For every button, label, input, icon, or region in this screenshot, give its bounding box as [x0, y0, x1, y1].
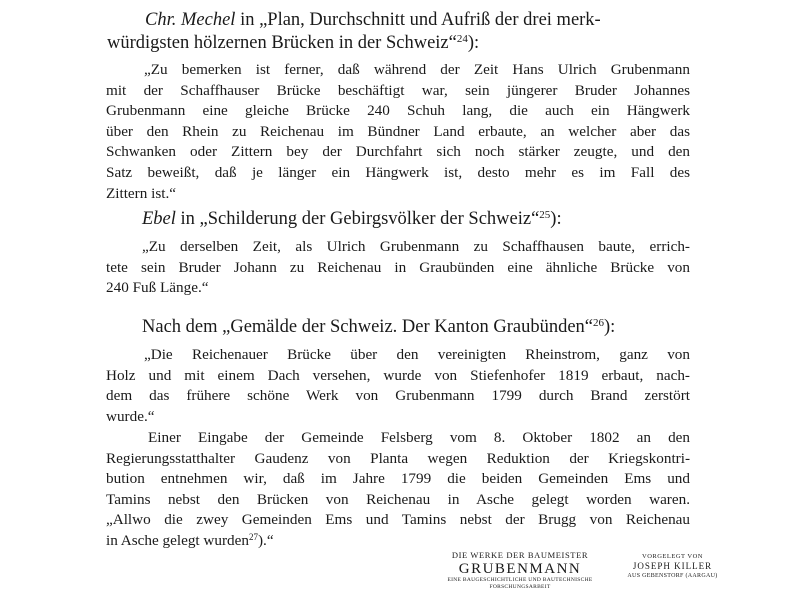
- section1-quote-line: Zittern ist.“: [106, 184, 177, 202]
- footnote-ref-26: 26: [593, 317, 605, 329]
- section1-heading-tail: ):: [467, 33, 480, 53]
- section1-quote-line: Grubenmann eine gleiche Brücke 240 Schuh lang, die auch ein Hängwerk: [106, 102, 690, 120]
- section1-author: Chr. Mechel: [145, 10, 236, 30]
- paragraph-line: bution entnehmen wir, daß im Jahre 1799 die beiden Gemeinden Ems und: [106, 470, 690, 488]
- footer-title-stamp: [440, 550, 600, 591]
- footnote-ref-25: 25: [539, 209, 551, 221]
- section2-quote-line: tete sein Bruder Johann zu Reichenau in Graubünden eine ähnliche Brücke von: [106, 258, 690, 276]
- footer-right-name: JOSEPH KILLER: [632, 561, 713, 571]
- section1-heading: [145, 9, 601, 31]
- section3-quote-line: wurde.“: [106, 407, 155, 425]
- section1-heading-line2: würdigsten hölzernen Brücken in der Schweiz“: [107, 33, 457, 53]
- section3-heading-text: Nach dem „Gemälde der Schweiz. Der Kanton Graubünden“: [142, 317, 594, 337]
- section2-quote: [106, 237, 690, 299]
- section2-quote-line: „Zu derselben Zeit, als Ulrich Grubenmann zu Schaffhausen baute, errich-: [142, 238, 690, 255]
- footer-left-top: DIE WERKE DER BAUMEISTER: [451, 550, 589, 560]
- section1-quote-line: Satz beweißt, daß je länger ein Hängwerk ist, desto mehr es im Fall des: [106, 163, 690, 181]
- section2-heading-tail: ):: [550, 209, 562, 229]
- section1-quote-line: über den Rhein zu Reichenau im Bündner Land erbaute, an welcher aber das: [106, 122, 690, 140]
- section3-heading: [142, 316, 615, 338]
- section3-quote-line: Holz und mit einem Dach versehen, wurde von Stiefenhofer 1819 erbaut, nach-: [106, 366, 690, 384]
- footer-left-sub1: EINE BAUGESCHICHTLICHE UND BAUTECHNISCHE: [447, 577, 593, 583]
- footer-right-sub: AUS GEBENSTORF (AARGAU): [627, 573, 718, 579]
- section2-author: Ebel: [142, 209, 176, 229]
- section3-quote-line: dem das frühere schöne Werk von Grubenmann 1799 durch Brand zerstört: [106, 387, 690, 405]
- section2-heading: [142, 208, 562, 230]
- footer-right-top: VORGELEGT VON: [642, 553, 703, 560]
- paragraph-line: „Allwo die zwey Gemeinden Ems und Tamins nebst der Brugg von Reichenau: [106, 511, 690, 529]
- paragraph-line: Einer Eingabe der Gemeinde Felsberg vom 8. Oktober 1802 an den: [148, 429, 690, 446]
- footer-left-title: GRUBENMANN: [458, 561, 582, 577]
- section1-quote: [106, 60, 690, 204]
- section2-heading-text: in „Schilderung der Gebirgsvölker der Schweiz“: [175, 209, 540, 229]
- paragraph-last-text: in Asche gelegt wurden: [106, 531, 249, 549]
- footnote-ref-24: 24: [456, 33, 468, 45]
- section1-quote-line: mit der Schaffhauser Brücke beschäftigt war, sein jüngerer Bruder Johannes: [106, 81, 690, 99]
- paragraph-line: Tamins nebst den Brücken von Reichenau in Asche gelegt worden waren.: [106, 490, 690, 508]
- section1-heading-line1: in „Plan, Durchschnitt und Aufriß der drei merk-: [235, 10, 601, 30]
- paragraph-last-tail: ).“: [257, 531, 274, 549]
- section1-quote-line: Schwanken oder Zittern bey der Durchfahrt sich noch stärker zeugte, und den: [106, 143, 690, 161]
- paragraph-line: Regierungsstatthalter Gaudenz von Planta wegen Reduktion der Kriegskontri-: [106, 449, 690, 467]
- section3-heading-tail: ):: [604, 317, 616, 337]
- section3-quote: [106, 345, 690, 427]
- section1-quote-line: „Zu bemerken ist ferner, daß während der Zeit Hans Ulrich Grubenmann: [144, 61, 690, 78]
- section3-quote-line: „Die Reichenauer Brücke über den vereinigten Rheinstrom, ganz von: [144, 346, 690, 363]
- footer-author-stamp: [615, 552, 730, 580]
- body-paragraph: [106, 428, 690, 552]
- paragraph-last-line: [106, 531, 690, 552]
- section2-quote-line: 240 Fuß Länge.“: [106, 279, 209, 297]
- footer-left-sub2: FORSCHUNGSARBEIT: [489, 584, 551, 590]
- footnote-ref-27: 27: [248, 531, 258, 542]
- section1-heading-cont: [107, 32, 479, 54]
